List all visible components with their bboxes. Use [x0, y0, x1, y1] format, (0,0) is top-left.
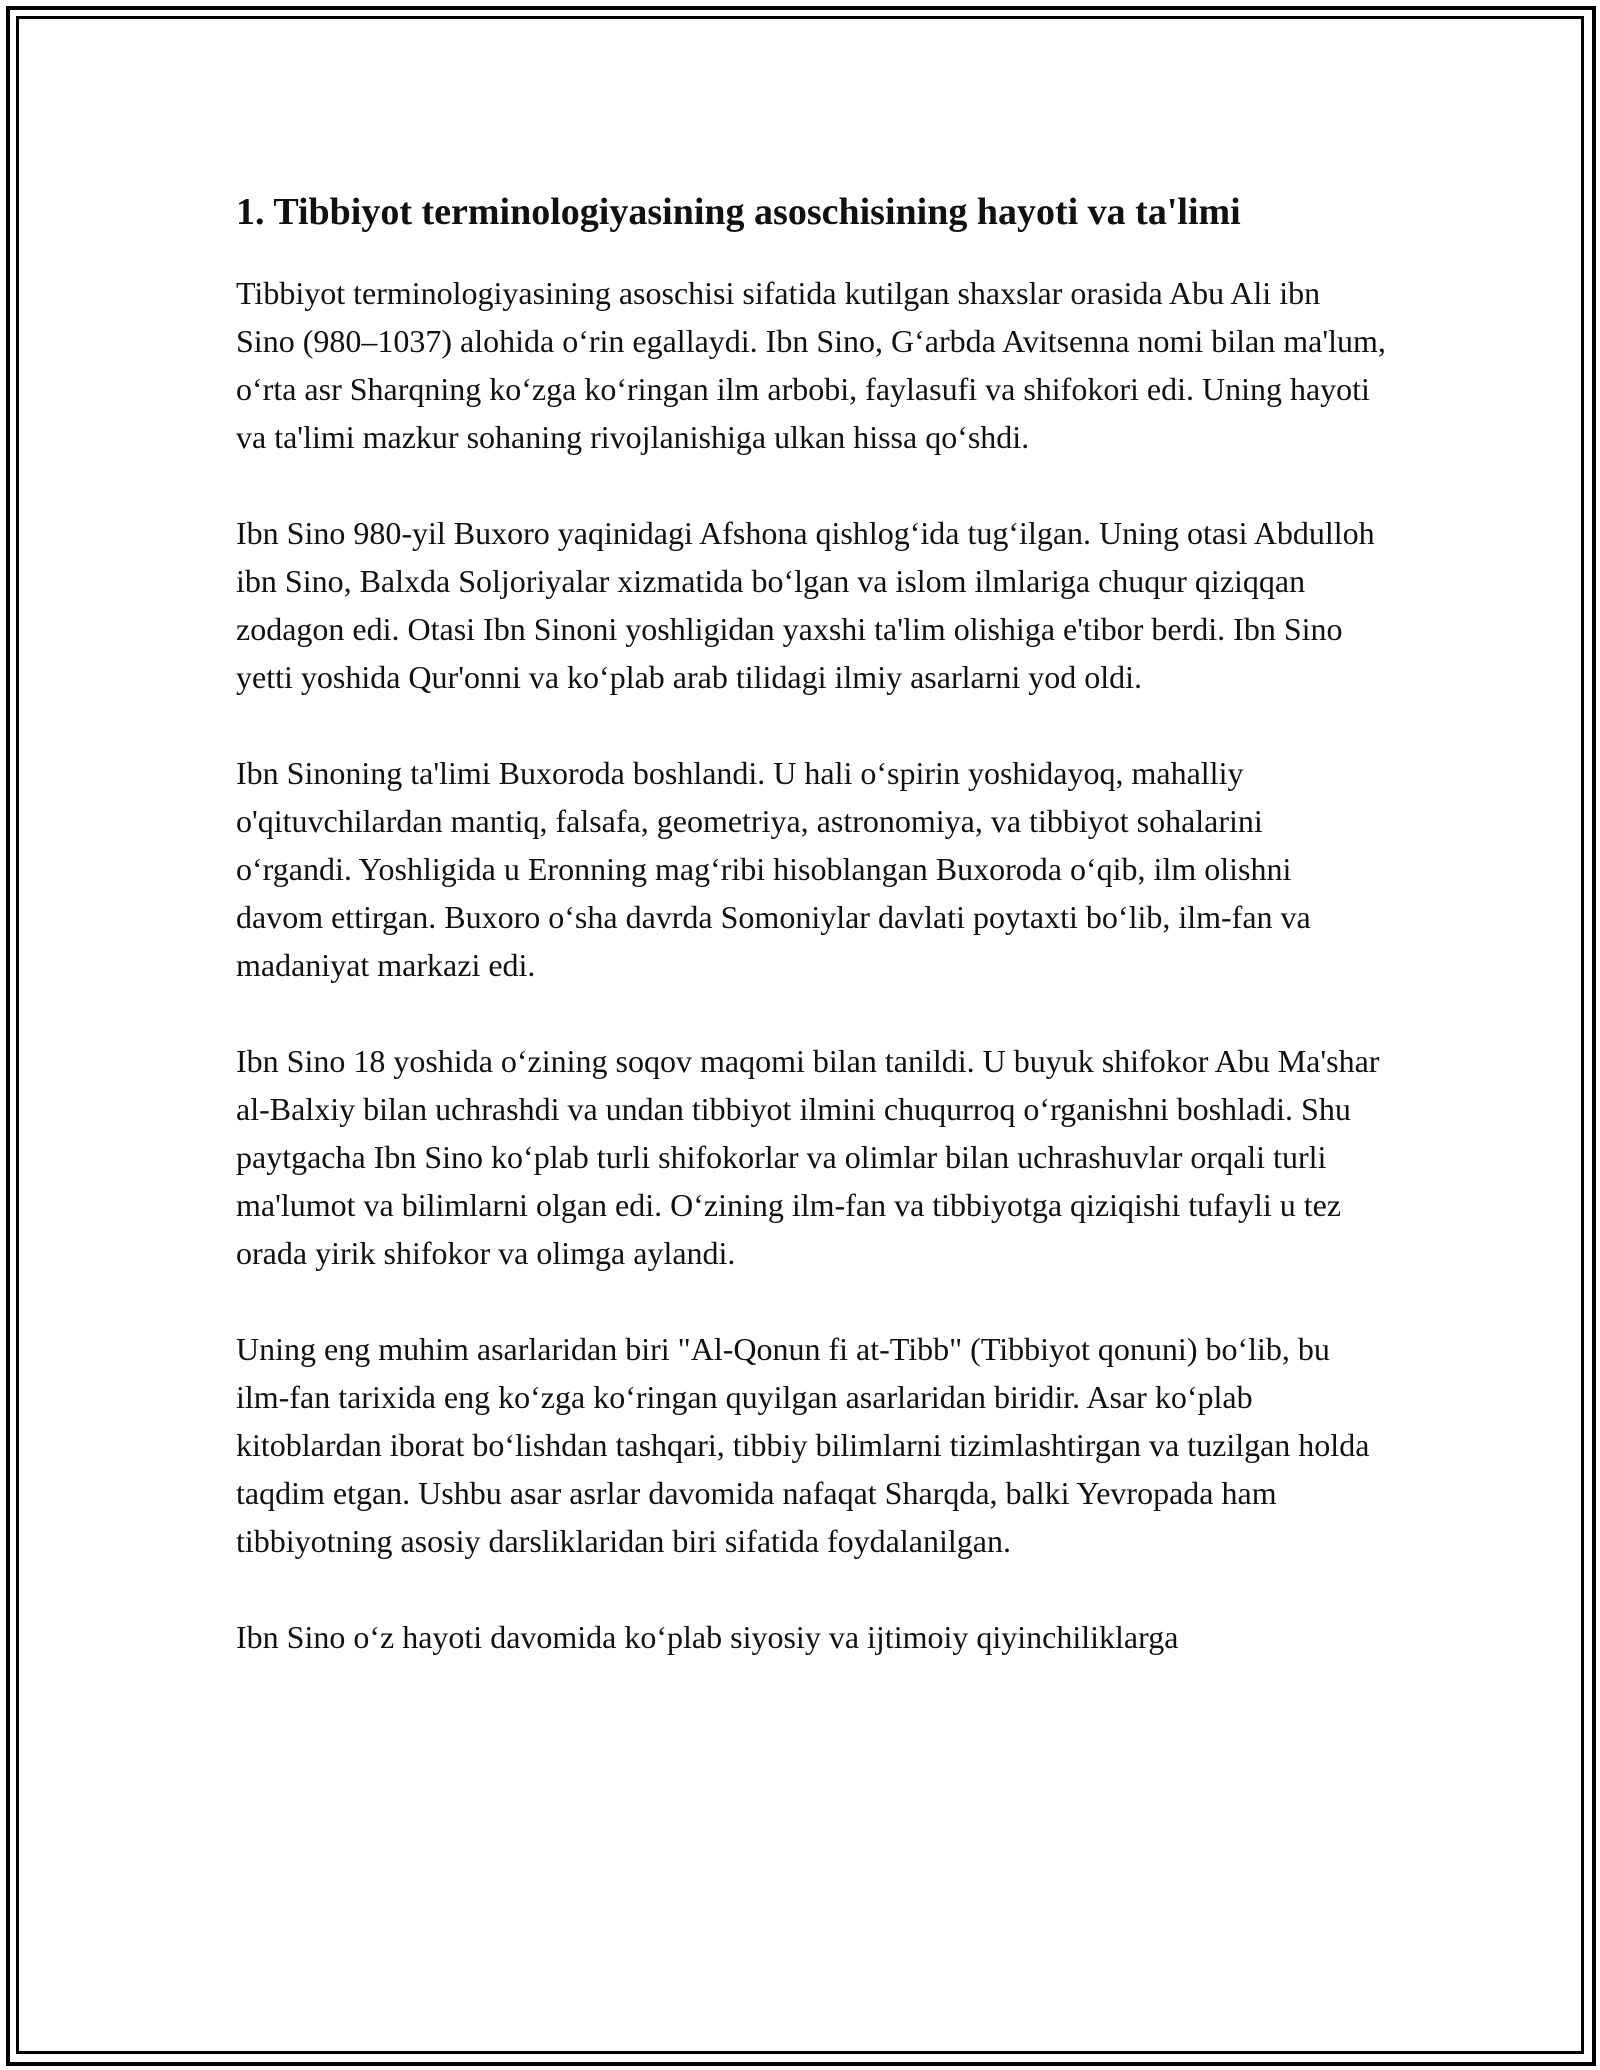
paragraph-1: Tibbiyot terminologiyasining asoschisi sifatida kutilgan shaxslar orasida Abu Ali ibn Sino (980–1037) alohida o‘rin egallaydi. Ibn Sino, G‘arbda Avitsenna nomi bilan ma'lum, o‘rta asr Sharqning ko‘zga ko‘ringan ilm arbobi, faylasufi va shifokori edi. Uning hayoti va ta'limi mazkur sohaning rivojlanishiga ulkan hissa qo‘shdi.	[236, 275, 1386, 455]
paragraph-2: Ibn Sino 980-yil Buxoro yaqinidagi Afshona qishlog‘ida tug‘ilgan. Uning otasi Abdulloh ibn Sino, Balxda Soljoriyalar xizmatida bo‘lgan va islom ilmlariga chuqur qiziqqan zodagon edi. Otasi Ibn Sinoni yoshligidan yaxshi ta'lim olishiga e'tibor berdi. Ibn Sino yetti yoshida Qur'onni va ko‘plab arab tilidagi ilmiy asarlarni yod oldi.	[236, 515, 1375, 695]
document-body	[236, 187, 1386, 1709]
paragraph-3: Ibn Sinoning ta'limi Buxoroda boshlandi. U hali o‘spirin yoshidayoq, mahalliy o'qituvchilardan mantiq, falsafa, geometriya, astronomiya, va tibbiyot sohalarini o‘rgandi. Yoshligida u Eronning mag‘ribi hisoblangan Buxoroda o‘qib, ilm olishni davom ettirgan. Buxoro o‘sha davrda Somoniylar davlati poytaxti bo‘lib, ilm-fan va madaniyat markazi edi.	[236, 755, 1311, 983]
paragraph-4: Ibn Sino 18 yoshida o‘zining soqov maqomi bilan tanildi. U buyuk shifokor Abu Ma'shar al-Balxiy bilan uchrashdi va undan tibbiyot ilmini chuqurroq o‘rganishni boshladi. Shu paytgacha Ibn Sino ko‘plab turli shifokorlar va olimlar bilan uchrashuvlar orqali turli ma'lumot va bilimlarni olgan edi. O‘zining ilm-fan va tibbiyotga qiziqishi tufayli u tez orada yirik shifokor va olimga aylandi.	[236, 1043, 1380, 1271]
document-title: 1. Tibbiyot terminologiyasining asoschisining hayoti va ta'limi	[236, 191, 1241, 233]
paragraph-6: Ibn Sino o‘z hayoti davomida ko‘plab siyosiy va ijtimoiy qiyinchiliklarga	[236, 1619, 1179, 1655]
paragraph-5: Uning eng muhim asarlaridan biri "Al-Qonun fi at-Tibb" (Tibbiyot qonuni) bo‘lib, bu ilm-fan tarixida eng ko‘zga ko‘ringan quyilgan asarlaridan biridir. Asar ko‘plab kitoblardan iborat bo‘lishdan tashqari, tibbiy bilimlarni tizimlashtirgan va tuzilgan holda taqdim etgan. Ushbu asar asrlar davomida nafaqat Sharqda, balki Yevropada ham tibbiyotning asosiy darsliklaridan biri sifatida foydalanilgan.	[236, 1331, 1370, 1559]
